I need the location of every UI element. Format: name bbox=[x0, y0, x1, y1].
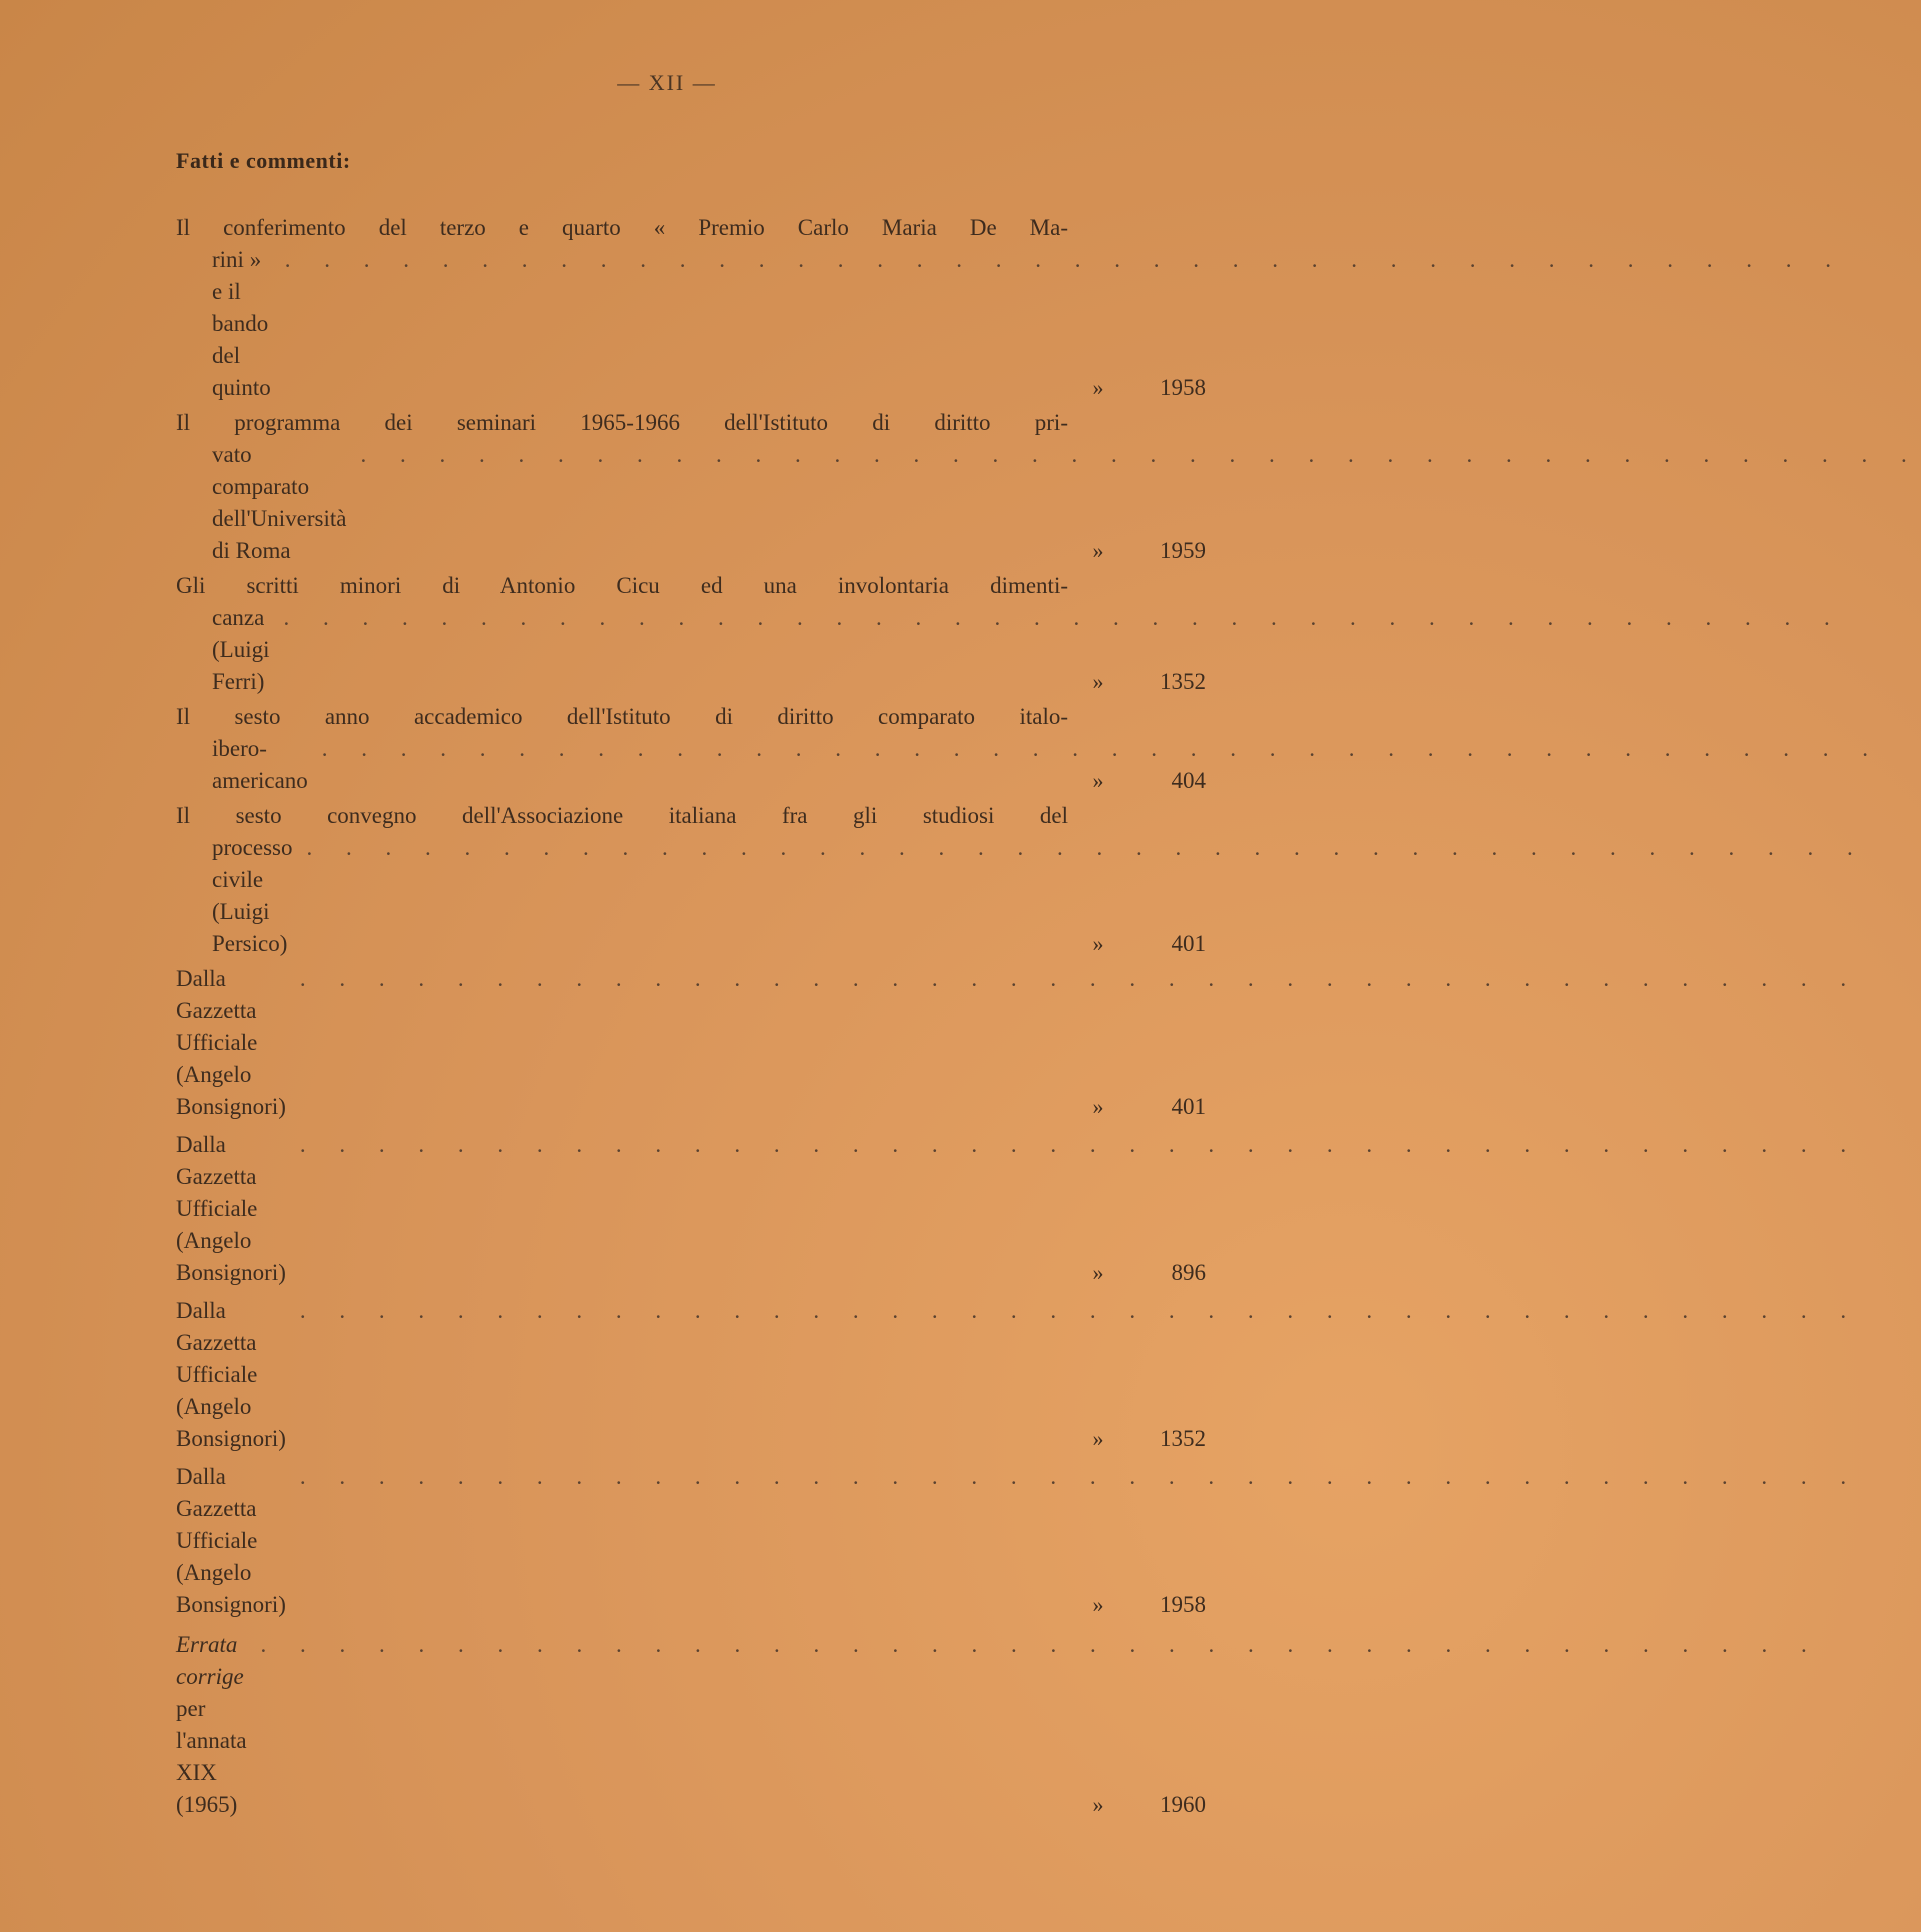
toc-entry-line2: processo civile (Luigi Persico) bbox=[212, 835, 293, 956]
leader-dots: . . . . . . . . . . . . . . . . . . . . . . . . . . . . . . . . . . . . . . . . bbox=[299, 1464, 1861, 1489]
ditto-mark: » bbox=[1092, 538, 1104, 563]
toc-entry-line1: Il programma dei seminari 1965-1966 dell'Istituto di diritto pri- bbox=[176, 410, 1068, 435]
toc-entry-text: Dalla Gazzetta Ufficiale (Angelo Bonsignori) bbox=[176, 1298, 286, 1451]
toc-entry-line1: Il sesto anno accademico dell'Istituto di diritto comparato italo- bbox=[176, 704, 1068, 729]
toc-entry-premio bbox=[176, 212, 1846, 404]
leader-dots: . . . . . . . . . . . . . . . . . . . . . . . . . . . . . . . . . . . . . . . . bbox=[299, 1132, 1861, 1157]
table-of-contents bbox=[176, 212, 1921, 1827]
page-ref: 1352 bbox=[1160, 1426, 1206, 1451]
ditto-mark: » bbox=[1092, 1260, 1104, 1285]
section-title: Fatti e commenti: bbox=[176, 148, 351, 173]
page-ref: 401 bbox=[1171, 1094, 1206, 1119]
ditto-mark: » bbox=[1092, 1094, 1104, 1119]
ditto-mark: » bbox=[1092, 1426, 1104, 1451]
ditto-mark: » bbox=[1092, 931, 1104, 956]
errata-italic: Errata corrige bbox=[176, 1632, 244, 1689]
toc-entry-line2: canza (Luigi Ferri) bbox=[212, 605, 270, 694]
toc-entry-text: Dalla Gazzetta Ufficiale (Angelo Bonsignori) bbox=[176, 1464, 286, 1617]
page-ref: 1960 bbox=[1160, 1792, 1206, 1817]
errata-text: per l'annata XIX (1965) bbox=[176, 1696, 247, 1817]
toc-entry-gazzetta bbox=[176, 963, 1861, 1123]
leader-dots: . . . . . . . . . . . . . . . . . . . . . . . . . . . . . . . . . . . . . . . . bbox=[299, 966, 1861, 991]
page-ref: 404 bbox=[1171, 768, 1206, 793]
toc-entry-istituto bbox=[176, 701, 1883, 797]
page-ref: 1352 bbox=[1160, 669, 1206, 694]
leader-dots: . . . . . . . . . . . . . . . . . . . . . . . . . . . . . . . . . . . . . . . . bbox=[283, 605, 1844, 630]
toc-entry-seminari bbox=[176, 407, 1921, 567]
page-ref: 1958 bbox=[1160, 1592, 1206, 1617]
toc-entry-line1: Gli scritti minori di Antonio Cicu ed una involontaria dimenti- bbox=[176, 573, 1068, 598]
toc-entry-cicu bbox=[176, 570, 1844, 698]
leader-dots: . . . . . . . . . . . . . . . . . . . . . . . . . . . . . . . . . . . . . . . . bbox=[360, 442, 1921, 467]
ditto-mark: » bbox=[1092, 1792, 1104, 1817]
toc-entry-text: Dalla Gazzetta Ufficiale (Angelo Bonsignori) bbox=[176, 966, 286, 1119]
toc-entry-text: Dalla Gazzetta Ufficiale (Angelo Bonsignori) bbox=[176, 1132, 286, 1285]
ditto-mark: » bbox=[1092, 375, 1104, 400]
ditto-mark: » bbox=[1092, 669, 1104, 694]
leader-dots: . . . . . . . . . . . . . . . . . . . . . . . . . . . . . . . . . . . . . . . . bbox=[306, 835, 1867, 860]
toc-entry-line2: vato comparato dell'Università di Roma bbox=[212, 442, 347, 563]
leader-dots: . . . . . . . . . . . . . . . . . . . . . . . . . . . . . . . . . . . . . . . . bbox=[321, 736, 1883, 761]
leader-dots: . . . . . . . . . . . . . . . . . . . . . . . . . . . . . . . . . . . . . . . . bbox=[260, 1632, 1821, 1657]
toc-entry-convegno bbox=[176, 800, 1867, 960]
toc-entry-gazzetta bbox=[176, 1461, 1861, 1621]
page-ref: 401 bbox=[1171, 931, 1206, 956]
toc-entry-gazzetta bbox=[176, 1295, 1861, 1455]
page-ref: 1959 bbox=[1160, 538, 1206, 563]
toc-entry-line1: Il sesto convegno dell'Associazione italiana fra gli studiosi del bbox=[176, 803, 1068, 828]
page-number: — XII — bbox=[617, 70, 717, 95]
toc-entry-errata bbox=[176, 1629, 1821, 1821]
ditto-mark: » bbox=[1092, 768, 1104, 793]
toc-entry-gazzetta bbox=[176, 1129, 1861, 1289]
toc-entry-line1: Il conferimento del terzo e quarto « Premio Carlo Maria De Ma- bbox=[176, 215, 1068, 240]
page-ref: 1958 bbox=[1160, 375, 1206, 400]
page-ref: 896 bbox=[1171, 1260, 1206, 1285]
toc-entry-line2: rini » e il bando del quinto bbox=[212, 247, 271, 400]
ditto-mark: » bbox=[1092, 1592, 1104, 1617]
toc-entry-line2: ibero-americano bbox=[212, 736, 308, 793]
leader-dots: . . . . . . . . . . . . . . . . . . . . . . . . . . . . . . . . . . . . . . . . bbox=[299, 1298, 1861, 1323]
leader-dots: . . . . . . . . . . . . . . . . . . . . . . . . . . . . . . . . . . . . . . . . bbox=[284, 247, 1846, 272]
